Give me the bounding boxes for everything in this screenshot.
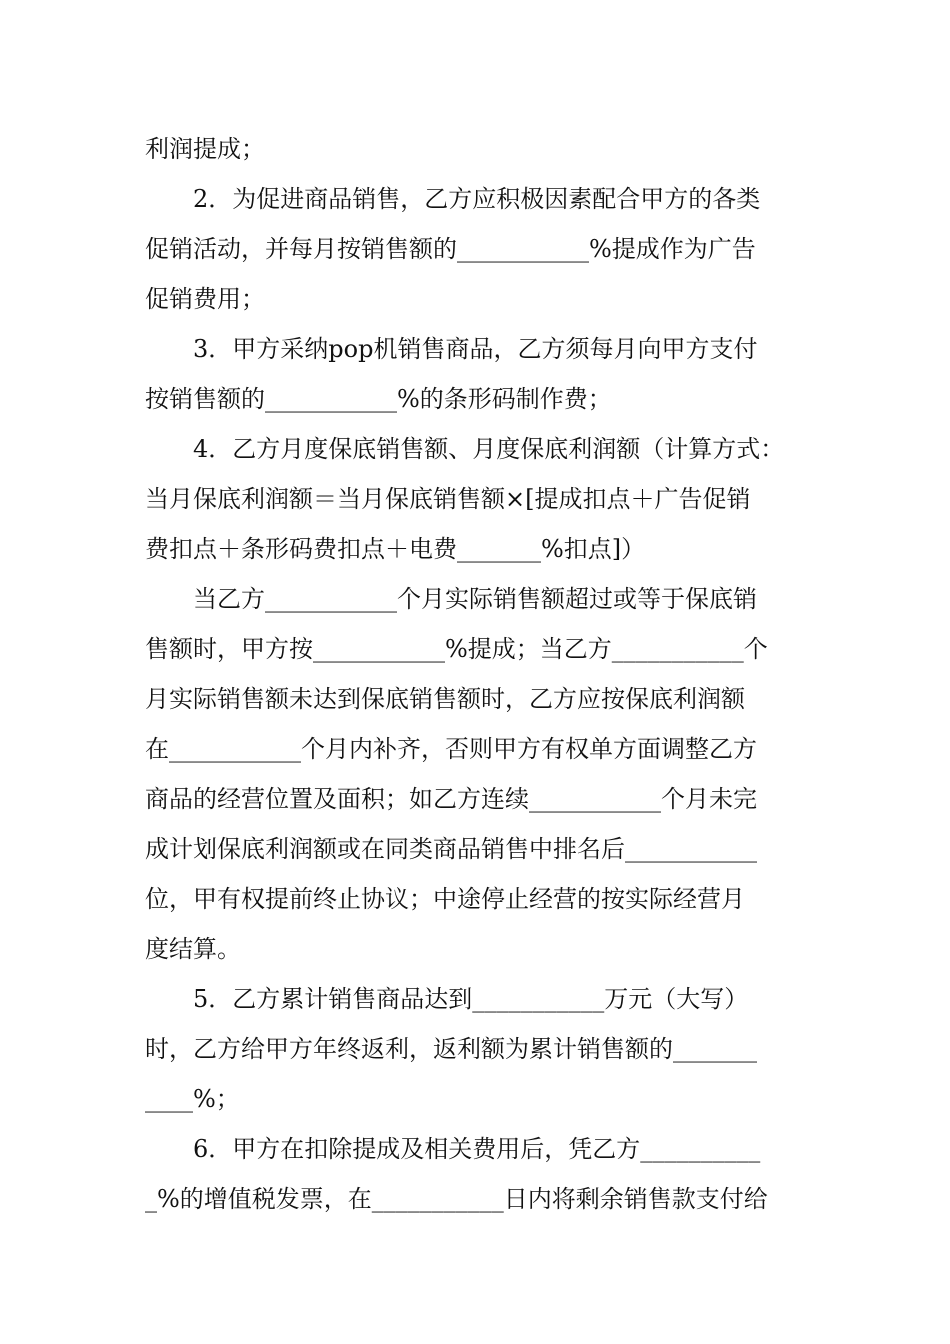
text-line: 5．乙方累计销售商品达到___________万元（大写） [145, 985, 749, 1013]
text-line: 度结算。 [145, 935, 241, 963]
text-line: 6．甲方在扣除提成及相关费用后，凭乙方__________ [145, 1135, 761, 1163]
text-line: 在___________个月内补齐，否则甲方有权单方面调整乙方 [145, 735, 757, 763]
text-line: 售额时，甲方按___________%提成；当乙方___________个 [145, 635, 768, 663]
text-line: 促销活动，并每月按销售额的___________%提成作为广告 [145, 235, 756, 263]
text-line: 当月保底利润额＝当月保底销售额×[提成扣点＋广告促销 [145, 485, 751, 513]
text-line: 位，甲有权提前终止协议；中途停止经营的按实际经营月 [145, 885, 745, 913]
text-line: 3．甲方采纳pop机销售商品，乙方须每月向甲方支付 [145, 335, 758, 363]
text-line: 当乙方___________个月实际销售额超过或等于保底销 [145, 585, 757, 613]
text-line: 月实际销售额未达到保底销售额时，乙方应按保底利润额 [145, 685, 745, 713]
text-line: 成计划保底利润额或在同类商品销售中排名后___________ [145, 835, 757, 863]
text-line: 费扣点＋条形码费扣点＋电费_______%扣点]） [145, 535, 646, 563]
text-line: ____%； [145, 1085, 240, 1113]
text-line: _%的增值税发票，在___________日内将剩余销售款支付给 [145, 1185, 768, 1213]
text-line: 利润提成； [145, 135, 265, 163]
text-line: 2．为促进商品销售，乙方应积极因素配合甲方的各类 [145, 185, 761, 213]
text-line: 4．乙方月度保底销售额、月度保底利润额（计算方式： [145, 435, 785, 463]
text-line: 时，乙方给甲方年终返利，返利额为累计销售额的_______ [145, 1035, 757, 1063]
text-line: 商品的经营位置及面积；如乙方连续___________个月未完 [145, 785, 757, 813]
text-line: 促销费用； [145, 285, 265, 313]
text-line: 按销售额的___________%的条形码制作费； [145, 385, 612, 413]
